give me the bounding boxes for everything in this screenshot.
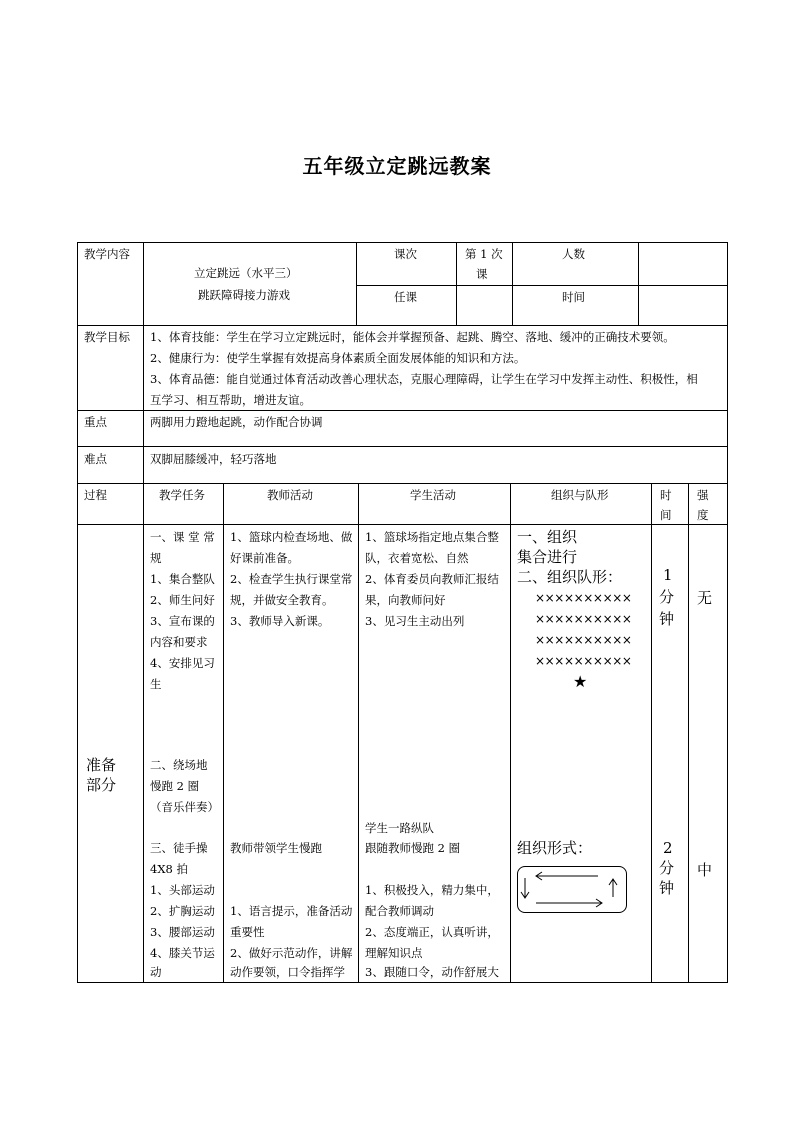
task-c-5: 4、膝关节运 [150, 946, 215, 960]
col-intensity-2: 度 [697, 508, 709, 522]
task-c-3: 2、扩胸运动 [150, 904, 215, 918]
teacher-c-1: 重要性 [230, 925, 265, 939]
table-rule-body-col2 [358, 483, 359, 983]
intensity-b: 中 [697, 861, 713, 879]
table-rule-header-col2 [456, 242, 457, 325]
objectives-label: 教学目标 [84, 330, 130, 344]
time-a-1: 分 [659, 588, 675, 606]
org-a-0: 一、组织 [517, 528, 578, 546]
objective-line-3: 3、体育品德：能自觉通过体育活动改善心理状态，克服心理障碍，让学生在学习中发挥主动性、积极性，相 [150, 372, 698, 386]
org-b-label: 组织形式： [517, 839, 593, 857]
teacher-a-0: 1、篮球内检查场地、做 [230, 530, 353, 544]
task-a-3: 2、师生问好 [150, 593, 215, 607]
task-a-7: 生 [150, 677, 162, 691]
table-rule-label-col [143, 242, 144, 983]
running-route-diagram [517, 866, 627, 913]
task-a-0: 一、课 堂 常 [150, 530, 215, 544]
time-a-0: 1 [663, 566, 673, 584]
task-b-1: 慢跑 2 圈 [150, 779, 200, 793]
col-time-1: 时 [660, 488, 672, 502]
table-rule-keypoint-bottom [77, 446, 728, 447]
student-c-4: 3、跟随口令，动作舒展大 [365, 965, 499, 979]
content-label: 教学内容 [84, 247, 130, 261]
student-a-4: 3、见习生主动出列 [365, 614, 465, 628]
keypoint-value: 两脚用力蹬地起跳，动作配合协调 [150, 415, 323, 429]
task-a-6: 4、安排见习 [150, 656, 215, 670]
time-a-2: 钟 [659, 610, 675, 628]
table-rule-difficulty-bottom [77, 483, 728, 484]
teacher-c-3: 动作要领，口令指挥学 [230, 965, 345, 979]
student-a-2: 2、体育委员向教师汇报结 [365, 572, 499, 586]
student-b-1: 跟随教师慢跑 2 圈 [365, 841, 461, 855]
content-line-1: 立定跳远（水平三） [194, 266, 298, 280]
task-a-1: 规 [150, 551, 162, 565]
task-c-4: 3、腰部运动 [150, 925, 215, 939]
time-b-1: 分 [659, 859, 675, 877]
teacher-a-4: 3、教师导入新课。 [230, 614, 330, 628]
task-b-2: （音乐伴奏） [150, 800, 219, 814]
task-c-6: 动 [150, 965, 162, 979]
student-c-0: 1、积极投入，精力集中， [365, 883, 499, 897]
formation-row-4: ×××××××××× [535, 654, 632, 668]
table-rule-body-col1 [223, 483, 224, 983]
table-rule-header-bottom [77, 325, 728, 326]
col-intensity-1: 强 [697, 488, 709, 502]
lesson-no-value-2: 课 [476, 267, 488, 281]
keypoint-label: 重点 [84, 415, 107, 429]
task-b-0: 二、绕场地 [150, 758, 208, 772]
teacher-star-icon: ★ [573, 672, 588, 691]
time-b-0: 2 [663, 839, 673, 857]
student-c-3: 理解知识点 [365, 946, 423, 960]
teacher-label: 任课 [394, 290, 417, 304]
table-rule-body-col3 [510, 483, 511, 983]
teacher-c-0: 1、语言提示，准备活动 [230, 904, 353, 918]
task-c-0: 三、徒手操 [150, 841, 208, 855]
table-rule-columns-bottom [77, 524, 728, 525]
difficulty-value: 双脚屈膝缓冲，轻巧落地 [150, 452, 277, 466]
objective-line-1: 1、体育技能：学生在学习立定跳远时，能体会并掌握预备、起跳、腾空、落地、缓冲的正确技术要领。 [150, 330, 675, 344]
task-a-5: 内容和要求 [150, 635, 208, 649]
student-a-3: 果，向教师问好 [365, 593, 446, 607]
table-border-top [77, 242, 728, 243]
headcount-label: 人数 [562, 247, 585, 261]
task-c-1: 4X8 拍 [150, 862, 188, 876]
student-a-1: 队，衣着宽松、自然 [365, 551, 469, 565]
col-process: 过程 [84, 488, 107, 502]
route-arrows-icon [518, 867, 626, 912]
page-title: 五年级立定跳远教案 [302, 154, 492, 178]
student-a-0: 1、篮球场指定地点集合整 [365, 530, 499, 544]
col-task: 教学任务 [159, 488, 205, 502]
table-border-right [727, 242, 728, 983]
table-rule-header-mid [356, 285, 728, 286]
col-teacher: 教师活动 [267, 488, 313, 502]
teacher-c-2: 2、做好示范动作，讲解 [230, 946, 353, 960]
content-line-2: 跳跃障碍接力游戏 [198, 288, 290, 302]
student-c-1: 配合教师调动 [365, 904, 434, 918]
teacher-b-0: 教师带领学生慢跑 [230, 841, 322, 855]
table-rule-header-col4 [638, 242, 639, 325]
org-a-2: 二、组织队形： [517, 568, 623, 586]
formation-row-1: ×××××××××× [535, 591, 632, 605]
teacher-a-3: 规，并做安全教育。 [230, 593, 334, 607]
table-border-left [77, 242, 78, 983]
formation-row-2: ×××××××××× [535, 612, 632, 626]
org-a-1: 集合进行 [517, 548, 578, 566]
table-rule-body-col4 [651, 483, 652, 983]
intensity-a: 无 [697, 589, 713, 607]
col-time-2: 间 [660, 508, 672, 522]
section-label-2: 部分 [86, 776, 117, 794]
col-organization: 组织与队形 [551, 488, 609, 502]
difficulty-label: 难点 [84, 452, 107, 466]
student-b-0: 学生一路纵队 [365, 821, 434, 835]
col-student: 学生活动 [410, 488, 456, 502]
time-label: 时间 [562, 290, 585, 304]
formation-row-3: ×××××××××× [535, 633, 632, 647]
table-rule-body-col5 [688, 483, 689, 983]
task-c-2: 1、头部运动 [150, 883, 215, 897]
objective-line-4: 互学习、相互帮助，增进友谊。 [150, 393, 311, 407]
task-a-2: 1、集合整队 [150, 572, 215, 586]
teacher-a-1: 好课前准备。 [230, 551, 299, 565]
table-rule-header-col1 [356, 242, 357, 325]
task-a-4: 3、宣布课的 [150, 614, 215, 628]
student-c-2: 2、态度端正，认真听讲， [365, 925, 499, 939]
section-label-1: 准备 [86, 756, 117, 774]
teacher-a-2: 2、检查学生执行课堂常 [230, 572, 353, 586]
objective-line-2: 2、健康行为：使学生掌握有效提高身体素质全面发展体能的知识和方法。 [150, 351, 526, 365]
table-rule-header-col3 [512, 242, 513, 325]
lesson-no-value-1: 第 1 次 [465, 247, 503, 261]
lesson-no-label: 课次 [394, 247, 417, 261]
time-b-2: 钟 [659, 879, 675, 897]
